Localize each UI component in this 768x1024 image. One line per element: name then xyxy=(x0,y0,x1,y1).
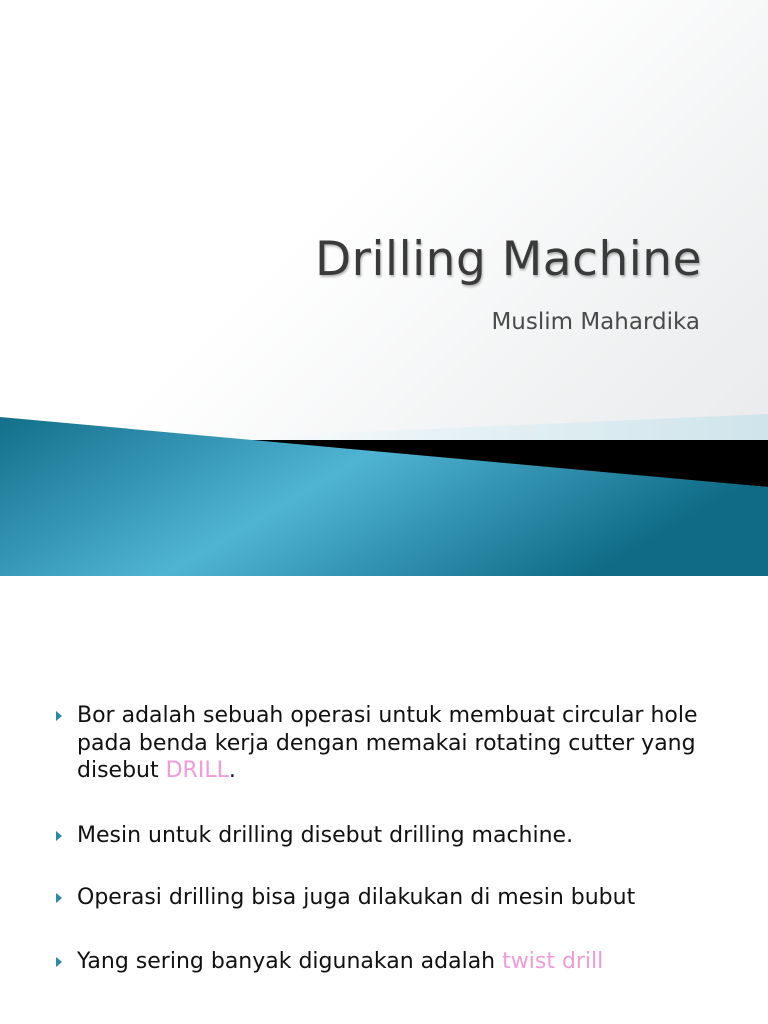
slide-subtitle: Muslim Mahardika xyxy=(491,309,700,335)
highlight-twist-drill: twist drill xyxy=(502,949,604,974)
bullet-text-part: Yang sering banyak digunakan adalah xyxy=(77,949,503,974)
bullet-item xyxy=(52,884,742,912)
bullet-text: Mesin untuk drilling disebut drilling machine. xyxy=(77,823,574,848)
banner-light-band xyxy=(180,414,768,440)
triangle-right-icon xyxy=(52,702,77,729)
bullet-text-part: Bor adalah sebuah operasi untuk membuat circular hole pada benda kerja dengan memakai rotating cutter yang disebut xyxy=(77,703,698,783)
bullet-text xyxy=(77,948,742,976)
triangle-right-icon xyxy=(52,884,77,911)
bullet-item xyxy=(52,702,742,785)
triangle-right-icon xyxy=(52,948,77,975)
bullet-text-part: . xyxy=(228,758,236,783)
triangle-right-icon xyxy=(52,822,77,849)
highlight-drill: DRILL xyxy=(165,758,229,783)
slide-title: Drilling Machine xyxy=(314,232,702,287)
bullet-item xyxy=(52,948,742,976)
bullet-item xyxy=(52,822,742,850)
bullet-text xyxy=(77,702,742,785)
bullet-text: Operasi drilling bisa juga dilakukan di mesin bubut xyxy=(77,885,636,910)
